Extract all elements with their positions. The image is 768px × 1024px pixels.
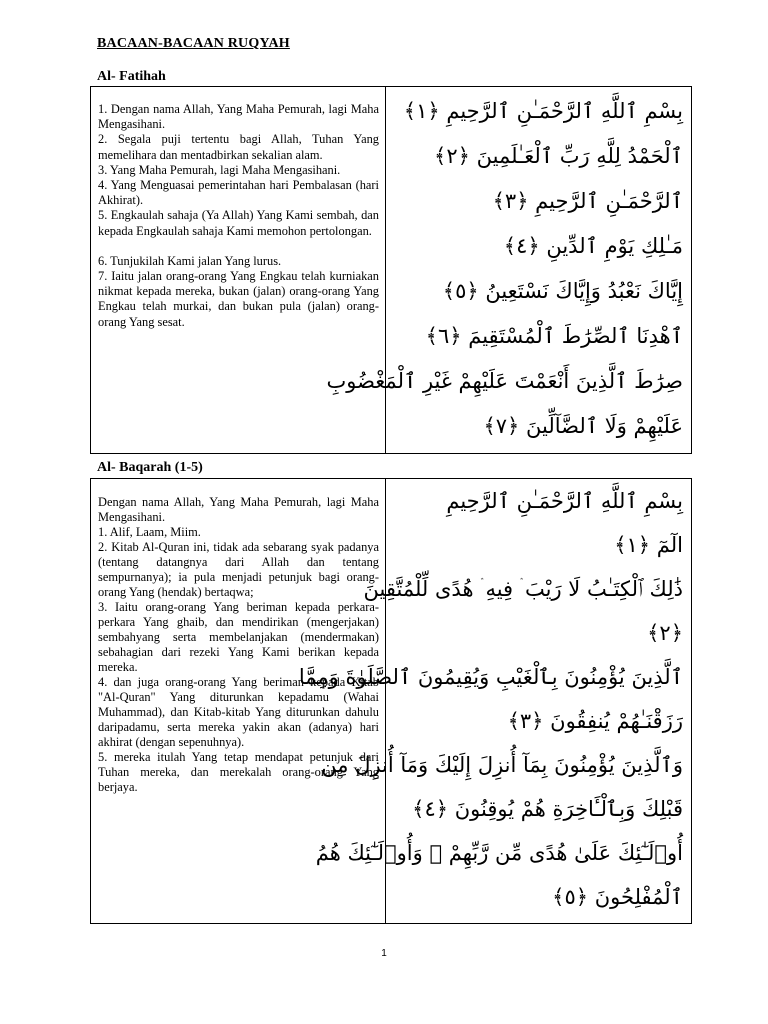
arabic-line-5: إِيَّاكَ نَعْبُدُ وَإِيَّاكَ نَسْتَعِينُ ﴿٥﴾ <box>442 279 683 303</box>
translation-verse-2: 2. Kitab Al-Quran ini, tidak ada sebarang syak padanya (tentang datangnya dari Allah dan tentang sempurnanya); ia pula menjadi petunjuk bagi orang-orang Yang (hendak) bertaqwa; <box>98 540 379 599</box>
arabic-line-3: ذَٰلِكَ ٱلْكِتَـٰبُ لَا رَيْبَ ۛ فِيهِ ۛ هُدًى لِّلْمُتَّقِينَ <box>363 577 683 601</box>
translation-verse-1: 1. Alif, Laam, Miim. <box>98 525 201 539</box>
arabic-line-9: أُو۟لَـٰٓئِكَ عَلَىٰ هُدًى مِّن رَّبِّهِمْ ۖ وَأُو۟لَـٰٓئِكَ هُمُ <box>315 841 683 865</box>
arabic-line-1: بِسْمِ ٱللَّهِ ٱلرَّحْمَـٰنِ ٱلرَّحِيمِ <box>446 489 683 513</box>
arabic-column <box>298 479 692 924</box>
translation-verse-3: 3. Iaitu orang-orang Yang beriman kepada perkara-perkara Yang ghaib, dan mendirikan (mengerjakan) sembahyang serta membelanjakan (mendermakan) sebahagian dari rezeki Yang Kami berikan kepada mereka. <box>98 600 379 674</box>
translation-verse-6: 6. Tunjukilah Kami jalan Yang lurus. <box>98 253 282 268</box>
al-baqarah-table <box>90 478 692 924</box>
arabic-line-8: عَلَيْهِمْ وَلَا ٱلضَّآلِّينَ ﴿٧﴾ <box>483 414 683 438</box>
al-fatihah-table <box>90 86 692 454</box>
translation-verse-5: 5. mereka itulah Yang tetap mendapat petunjuk dari Tuhan mereka, dan merekalah orang-orang Yang berjaya. <box>98 750 379 794</box>
arabic-line-2: ٱلْحَمْدُ لِلَّهِ رَبِّ ٱلْعَـٰلَمِينَ ﴿٢﴾ <box>434 144 683 168</box>
arabic-line-3: ٱلرَّحْمَـٰنِ ٱلرَّحِيمِ ﴿٣﴾ <box>492 189 683 213</box>
translation-verse-4: 4. Yang Menguasai pemerintahan hari Pembalasan (hari Akhirat). <box>98 178 379 208</box>
translation-verse-3: 3. Yang Maha Pemurah, lagi Maha Mengasihani. <box>98 162 341 177</box>
section-title-al-fatihah: Al- Fatihah <box>97 69 166 84</box>
section-title-al-baqarah: Al- Baqarah (1-5) <box>97 460 203 475</box>
arabic-line-6: ٱهْدِنَا ٱلصِّرَٰطَ ٱلْمُسْتَقِيمَ ﴿٦﴾ <box>425 324 683 348</box>
arabic-line-1: بِسْمِ ٱللَّهِ ٱلرَّحْمَـٰنِ ٱلرَّحِيمِ ﴿١﴾ <box>403 99 683 123</box>
translation-verse-1: 1. Dengan nama Allah, Yang Maha Pemurah, lagi Maha Mengasihani. <box>98 102 379 132</box>
arabic-column <box>326 87 692 454</box>
document-title: BACAAN-BACAAN RUQYAH <box>97 36 290 51</box>
translation-basmalah: Dengan nama Allah, Yang Maha Pemurah, lagi Maha Mengasihani. <box>98 495 379 524</box>
arabic-line-4: ﴿٢﴾ <box>647 621 683 645</box>
arabic-line-5: ٱلَّذِينَ يُؤْمِنُونَ بِٱلْغَيْبِ وَيُقِيمُونَ ٱلصَّلَوٰةَ وَمِمَّا <box>298 665 683 689</box>
page-number: 1 <box>381 948 387 959</box>
translation-verse-7: 7. Iaitu jalan orang-orang Yang Engkau telah kurniakan nikmat kepada mereka, bukan (jalan) orang-orang Yang Engkau telah murkai, dan bukan pula (jalan) orang-orang Yang sesat. <box>98 269 379 329</box>
translation-verse-4: 4. dan juga orang-orang Yang beriman kepada Kitab "Al-Quran" Yang diturunkan kepadamu (Wahai Muhammad), dan Kitab-kitab Yang diturunkan dahulu daripadamu, serta mereka yakin akan (adanya) hari akhirat (dengan sepenuhnya). <box>98 675 379 749</box>
translation-verse-5: 5. Engkaulah sahaja (Ya Allah) Yang Kami sembah, dan kepada Engkaulah sahaja Kami memohon pertolongan. <box>98 208 379 238</box>
arabic-line-7: صِرَٰطَ ٱلَّذِينَ أَنْعَمْتَ عَلَيْهِمْ غَيْرِ ٱلْمَغْضُوبِ <box>326 369 683 393</box>
translation-verse-2: 2. Segala puji tertentu bagi Allah, Tuhan Yang memelihara dan mentadbirkan sekalian alam. <box>98 132 379 162</box>
arabic-line-4: مَـٰلِكِ يَوْمِ ٱلدِّينِ ﴿٤﴾ <box>503 234 683 258</box>
arabic-line-10: ٱلْمُفْلِحُونَ ﴿٥﴾ <box>552 885 683 909</box>
arabic-line-2: الٓمٓ ﴿١﴾ <box>614 533 683 557</box>
arabic-line-8: قَبْلِكَ وَبِٱلْـَٔاخِرَةِ هُمْ يُوقِنُونَ ﴿٤﴾ <box>412 797 683 821</box>
arabic-line-6: رَزَقْنَـٰهُمْ يُنفِقُونَ ﴿٣﴾ <box>507 709 683 733</box>
arabic-line-7: وَٱلَّذِينَ يُؤْمِنُونَ بِمَآ أُنزِلَ إِلَيْكَ وَمَآ أُنزِلَ مِن <box>321 753 683 777</box>
